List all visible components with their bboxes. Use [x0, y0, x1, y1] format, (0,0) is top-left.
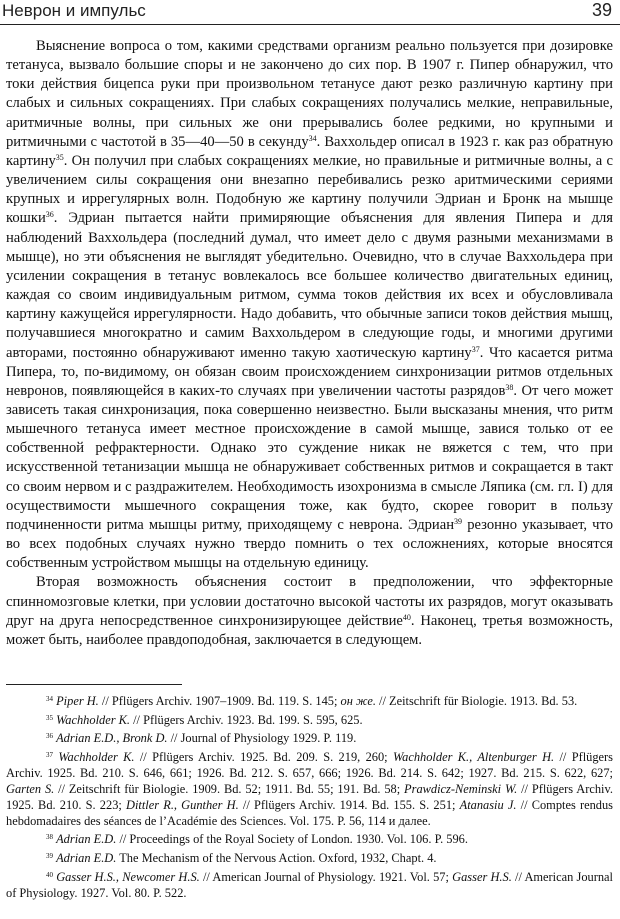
footnote-35 [6, 712, 613, 728]
footnote-author: Gasser H.S., Newcomer H.S. [56, 869, 200, 884]
paragraph-2 [6, 573, 613, 650]
footnote-text: // American Journal of Physiology. 1921. Vol. 57; [199, 869, 453, 884]
footnote-number: 35 [46, 713, 53, 722]
footnote-author: он же. [340, 694, 376, 708]
page-number: 39 [591, 0, 612, 20]
footnote-number: 39 [46, 851, 53, 860]
footnote-text: // Pflügers Archiv. 1925. Bd. 210. S. 223; [6, 781, 613, 812]
footnote-author: Wachholder K. [58, 749, 135, 764]
footnote-text: // Comptes rendus hebdomadaires des séances de l’Académie des Sciences. Vol. 175. P. 56, 114 и далее. [6, 797, 613, 828]
footnote-text: The Mechanism of the Nervous Action. Oxford, 1932, Chapt. 4. [116, 850, 437, 865]
footnote-text: // Pflügers Archiv. 1923. Bd. 199. S. 595, 625. [130, 712, 363, 727]
footnote-author: Wachholder K., Altenburger H. [392, 749, 555, 764]
footnotes [6, 693, 613, 903]
text-run: Выяснение вопроса о том, какими средствами организм реально пользуется при дозировке тетануса, вызвало большие споры и не закончено до сих пор. В 1907 г. Пипер обнаружил, что токи действия бицепса руки при произвольном тетанусе дают резко различную картину при слабых и сильных сокращениях. При слабых сокращениях получались мелкие, неправильные, аритмичные волны, при сильных же они прерывались более редкими, но крупными и ритмичными с частотой в 35—40—50 в секунду [6, 38, 613, 150]
footnote-author: Adrian E.D. [56, 832, 117, 847]
footnote-ref-34[interactable]: 34 [308, 133, 317, 143]
footnote-40 [6, 869, 613, 901]
footnote-text: // Zeitschrift für Biologie. 1913. Bd. 53. [375, 694, 578, 708]
footnote-ref-37[interactable]: 37 [471, 344, 480, 354]
footnote-37 [6, 749, 613, 829]
footnote-number: 38 [46, 833, 53, 842]
footnote-text: // Pflügers Archiv. 1907–1909. Bd. 119. S. 145; [98, 694, 341, 708]
footnote-author: Gasser H.S. [452, 869, 512, 884]
footnote-number: 37 [46, 750, 53, 759]
footnote-author: Prawdicz-Neminski W. [404, 781, 518, 796]
footnote-author: Dittler R., Gunther H. [126, 797, 239, 812]
paragraph-1 [6, 37, 613, 573]
footnote-author: Atanasiu J. [459, 797, 517, 812]
footnote-separator [6, 684, 182, 685]
footnote-ref-35[interactable]: 35 [55, 152, 64, 162]
footnote-text: // Proceedings of the Royal Society of London. 1930. Vol. 106. P. 596. [116, 832, 468, 847]
footnote-36 [6, 730, 613, 746]
footnote-text: // American Journal of Physiology. 1927. Vol. 80. P. 522. [6, 869, 613, 900]
footnote-number: 40 [46, 870, 53, 879]
footnote-ref-38[interactable]: 38 [505, 382, 514, 392]
footnote-text: // Pflügers Archiv. 1925. Bd. 210. S. 646, 661; 1926. Bd. 212. S. 657, 666; 1926. Bd. 214. S. 642; 1927. Bd. 215. S. 622, 627; [6, 749, 613, 780]
text-run: . Наконец, третья возможность, может быть, наиболее правдоподобная, заключается в следующем. [6, 612, 613, 648]
footnote-38 [6, 831, 613, 847]
footnote-number: 34 [46, 695, 53, 703]
footnote-ref-40[interactable]: 40 [402, 612, 411, 622]
text-run: Вторая возможность объяснения состоит в предположении, что эффекторные спинномозговые клетки, при условии достаточно высокой частоты их разрядов, могут оказывать друг на друга непосредственное синхронизирующее действие [6, 574, 613, 629]
footnote-text: // Zeitschrift für Biologie. 1909. Bd. 52; 1911. Bd. 55; 191. Bd. 58; [54, 781, 405, 796]
footnote-author: Piper H. [56, 694, 99, 708]
running-header [0, 0, 620, 24]
footnote-author: Garten S. [6, 781, 55, 796]
body-text [6, 37, 613, 650]
footnote-text: // Pflügers Archiv. 1925. Bd. 209. S. 219, 260; [134, 749, 393, 764]
text-run: . Эдриан пытается найти примиряющие объяснения для явления Пипера и для наблюдений Ваххольдера (последний думал, что имеет дело с двумя разными механизмами в мышце), но эти объяснения не выглядят убедительно. Очевидно, что в случае Ваххольдера при усилении сокращения в тетанус вовлекалось все большее количество двигательных единиц, каждая со своим индивидуальным ритмом, сумма токов действия их всех и обусловливала картину кажущейся иррегулярности. Надо добавить, что обычные записи токов действия мышц, получавшиеся многократно и самим Ваххольдером в следующие годы, и многими другими авторами, постоянно обнаруживают именно такую хаотическую картину [6, 210, 613, 361]
footnote-author: Adrian E.D., Bronk D. [56, 731, 168, 746]
text-run: . Ваххольдер описал в 1923 г. как раз обратную картину [6, 133, 613, 169]
text-run: резонно указывает, что во всех подобных случаях нужно твердо помнить о тех осложнениях, которые вносятся собственным устройством мышцы на отдельную единицу. [6, 516, 613, 572]
footnote-text: // Journal of Physiology 1929. P. 119. [167, 731, 357, 746]
footnote-ref-39[interactable]: 39 [454, 516, 463, 526]
footnote-number: 36 [46, 732, 53, 741]
footnote-text: // Pflügers Archiv. 1914. Bd. 155. S. 251; [238, 797, 460, 812]
footnote-34 [6, 693, 613, 709]
header-rule [0, 24, 620, 25]
text-run: . Что касается ритма Пипера, то, по-видимому, он обязан своим происхождением синхронизации ритмов отдельных невронов, появляющейся в каких-то случаях при увеличении частоты разрядов [6, 344, 613, 399]
text-run: . От чего может зависеть такая синхронизация, пока совершенно неизвестно. Были высказаны мнения, что ритм мышечного тетануса имеет местное происхождение в самой мышце, завися только от ее собственной рефрактерности. Однако это суждение никак не вяжется с тем, что при искусственной тетанизации мышца не обнаруживает собственных ритмов и сокращается в такт со своим нервом и с раздражителем. Необходимость изохронизма в смысле Ляпика (см. гл. I) для осуществимости мышечного сокращения тоже, как будто, скорее говорит в пользу подчиненности ритма мышцы ритму, приходящему с неврона. Эдриан [6, 382, 613, 533]
running-header-title: Неврон и импульс [2, 1, 146, 20]
footnote-author: Adrian E.D. [56, 850, 117, 865]
footnote-39 [6, 850, 613, 866]
footnote-ref-36[interactable]: 36 [45, 210, 54, 220]
footnote-author: Wachholder K. [56, 712, 130, 727]
text-run: . Он получил при слабых сокращениях мелкие, но правильные и ритмичные волны, а с увеличением силы сокращения они внезапно перебивались резко аритмическими сериями крупных и иррегулярных волн. Подобную же картину получили Эдриан и Бронк на мышце кошки [6, 152, 613, 227]
